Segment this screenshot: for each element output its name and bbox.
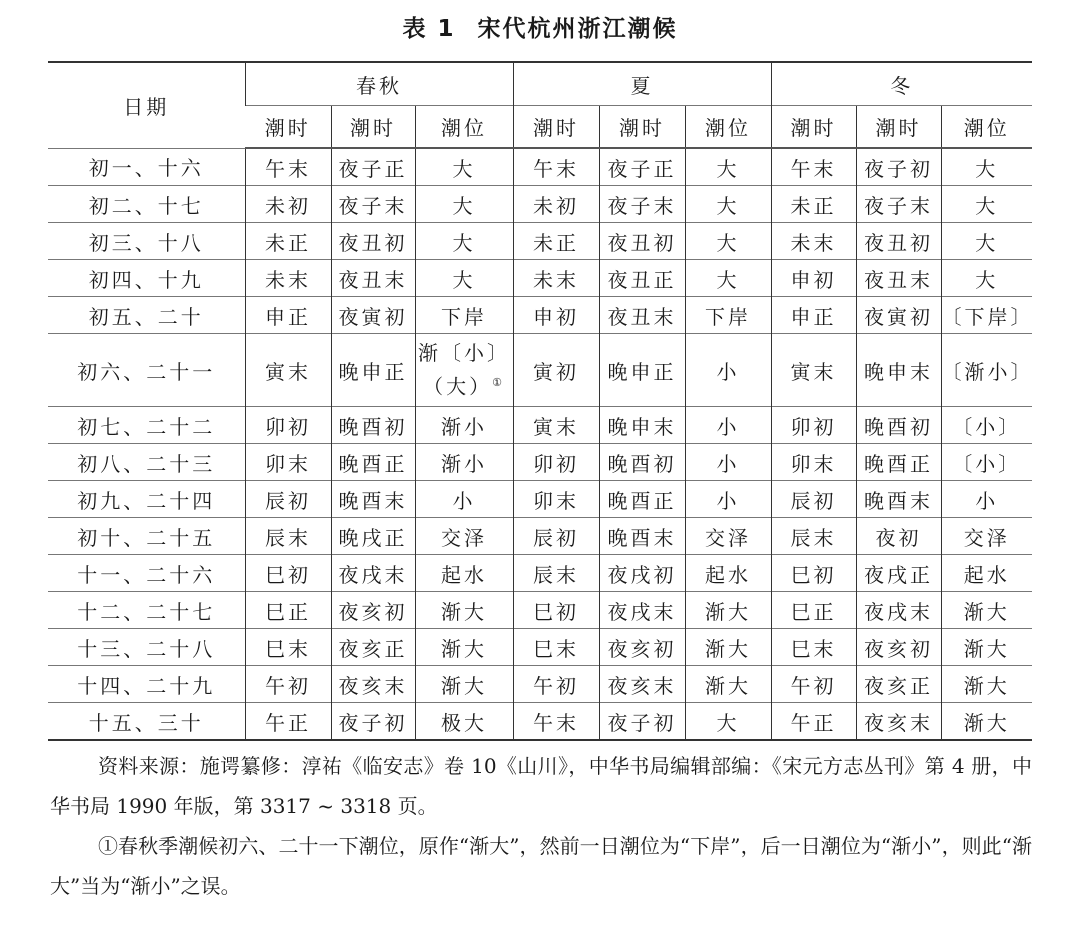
table-cell: 大 xyxy=(941,223,1032,260)
table-cell: 寅末 xyxy=(513,407,599,444)
date-cell: 十四、二十九 xyxy=(48,666,245,703)
table-cell: 卯初 xyxy=(771,407,856,444)
table-cell: 大 xyxy=(685,703,771,741)
table-cell: 申初 xyxy=(513,297,599,334)
table-cell: 巳初 xyxy=(513,592,599,629)
tide-table xyxy=(48,61,1032,741)
table-cell: 午正 xyxy=(771,703,856,741)
cell-line-2 xyxy=(416,368,513,402)
date-cell: 初八、二十三 xyxy=(48,444,245,481)
footnote-mark: ① xyxy=(492,376,505,390)
table-cell: 极大 xyxy=(415,703,513,741)
table-row xyxy=(48,148,1032,186)
season-header-spring-autumn: 春秋 xyxy=(245,62,513,106)
table-cell: 午末 xyxy=(513,148,599,186)
table-cell: 下岸 xyxy=(415,297,513,334)
table-cell: 渐大 xyxy=(415,629,513,666)
date-cell: 初五、二十 xyxy=(48,297,245,334)
season-header-summer: 夏 xyxy=(513,62,771,106)
table-row xyxy=(48,629,1032,666)
date-cell: 初九、二十四 xyxy=(48,481,245,518)
table-cell: 夜丑末 xyxy=(331,260,415,297)
table-cell: 夜戌末 xyxy=(599,592,685,629)
date-cell: 初四、十九 xyxy=(48,260,245,297)
table-cell: 晚酉正 xyxy=(331,444,415,481)
table-cell: 渐大 xyxy=(685,666,771,703)
table-cell: 〔小〕 xyxy=(941,407,1032,444)
table-cell: 起水 xyxy=(415,555,513,592)
table-cell: 巳正 xyxy=(771,592,856,629)
table-cell: 小 xyxy=(685,481,771,518)
table-cell: 晚申正 xyxy=(599,334,685,407)
column-header: 潮位 xyxy=(941,106,1032,149)
table-cell: 卯初 xyxy=(513,444,599,481)
table-row xyxy=(48,223,1032,260)
table-cell: 大 xyxy=(415,223,513,260)
table-cell: 晚申末 xyxy=(599,407,685,444)
date-cell: 初六、二十一 xyxy=(48,334,245,407)
table-cell: 夜寅初 xyxy=(331,297,415,334)
table-cell: 巳末 xyxy=(771,629,856,666)
table-cell: 午正 xyxy=(245,703,331,741)
table-cell: 夜亥初 xyxy=(599,629,685,666)
table-cell: 夜丑初 xyxy=(331,223,415,260)
table-cell: 夜亥初 xyxy=(331,592,415,629)
table-row xyxy=(48,666,1032,703)
table-row xyxy=(48,555,1032,592)
table-cell: 大 xyxy=(415,148,513,186)
table-cell: 巳正 xyxy=(245,592,331,629)
table-row xyxy=(48,297,1032,334)
column-header: 潮时 xyxy=(599,106,685,149)
column-header: 潮时 xyxy=(513,106,599,149)
table-cell: 下岸 xyxy=(685,297,771,334)
table-cell: 卯初 xyxy=(245,407,331,444)
table-row xyxy=(48,592,1032,629)
table-cell: 未末 xyxy=(245,260,331,297)
table-cell: 寅初 xyxy=(513,334,599,407)
table-cell: 交泽 xyxy=(685,518,771,555)
source-note: 资料来源：施谔纂修：淳祐《临安志》卷 10《山川》，中华书局编辑部编：《宋元方志丛刊》第 4 册，中华书局 1990 年版，第 3317 ~ 3318 页。 xyxy=(50,754,1032,818)
table-cell: 晚酉正 xyxy=(599,481,685,518)
cell-line-1: 渐〔小〕 xyxy=(418,341,511,366)
table-cell: 夜初 xyxy=(856,518,941,555)
table-cell: 渐大 xyxy=(685,629,771,666)
table-cell: 晚酉末 xyxy=(856,481,941,518)
table-row xyxy=(48,518,1032,555)
table-cell: 晚戌正 xyxy=(331,518,415,555)
table-cell: 午初 xyxy=(245,666,331,703)
table-cell: 渐大 xyxy=(415,666,513,703)
table-cell: 夜亥末 xyxy=(599,666,685,703)
header-row-seasons xyxy=(48,62,1032,106)
table-cell: 未末 xyxy=(513,260,599,297)
table-cell: 小 xyxy=(685,444,771,481)
date-cell: 十三、二十八 xyxy=(48,629,245,666)
table-cell: 未正 xyxy=(245,223,331,260)
table-cell: 夜亥末 xyxy=(856,703,941,741)
date-cell: 初三、十八 xyxy=(48,223,245,260)
table-cell: 大 xyxy=(685,260,771,297)
table-cell: 辰末 xyxy=(513,555,599,592)
table-cell: 夜亥正 xyxy=(856,666,941,703)
season-header-winter: 冬 xyxy=(771,62,1032,106)
table-cell: 夜子初 xyxy=(331,703,415,741)
table-cell: 夜子初 xyxy=(599,703,685,741)
table-cell: 渐大 xyxy=(941,629,1032,666)
table-cell: 未末 xyxy=(771,223,856,260)
table-cell: 卯末 xyxy=(513,481,599,518)
date-cell: 十五、三十 xyxy=(48,703,245,741)
table-cell: 夜子末 xyxy=(331,186,415,223)
table-cell: 卯末 xyxy=(245,444,331,481)
table-cell: 大 xyxy=(685,186,771,223)
table-cell: 寅末 xyxy=(771,334,856,407)
table-cell: 〔渐小〕 xyxy=(941,334,1032,407)
table-cell: 申正 xyxy=(245,297,331,334)
table-cell: 夜亥初 xyxy=(856,629,941,666)
table-cell: 起水 xyxy=(941,555,1032,592)
table-body xyxy=(48,148,1032,740)
table-cell: 〔小〕 xyxy=(941,444,1032,481)
table-cell: 渐大 xyxy=(941,666,1032,703)
table-cell: 起水 xyxy=(685,555,771,592)
table-cell: 交泽 xyxy=(415,518,513,555)
table-cell: 夜丑初 xyxy=(599,223,685,260)
table-cell: 大 xyxy=(685,148,771,186)
column-header: 潮位 xyxy=(685,106,771,149)
date-cell: 初七、二十二 xyxy=(48,407,245,444)
date-cell: 十二、二十七 xyxy=(48,592,245,629)
table-cell: 渐大 xyxy=(941,592,1032,629)
table-cell: 渐小 xyxy=(415,444,513,481)
table-cell: 渐大 xyxy=(415,592,513,629)
table-cell: 未初 xyxy=(245,186,331,223)
table-cell: 晚酉初 xyxy=(856,407,941,444)
column-header: 潮时 xyxy=(771,106,856,149)
table-cell: 辰末 xyxy=(771,518,856,555)
table-cell: 夜子初 xyxy=(856,148,941,186)
date-cell: 初一、十六 xyxy=(48,148,245,186)
column-header: 潮时 xyxy=(245,106,331,149)
table-cell: 晚申末 xyxy=(856,334,941,407)
table-cell: 夜戌末 xyxy=(331,555,415,592)
date-cell: 十一、二十六 xyxy=(48,555,245,592)
table-row xyxy=(48,260,1032,297)
table-cell: 巳末 xyxy=(513,629,599,666)
table-cell: 午初 xyxy=(513,666,599,703)
column-header: 潮位 xyxy=(415,106,513,149)
table-cell: 大 xyxy=(941,260,1032,297)
table-cell: 夜子末 xyxy=(856,186,941,223)
table-cell: 午末 xyxy=(513,703,599,741)
table-cell: 大 xyxy=(415,260,513,297)
table-cell: 申正 xyxy=(771,297,856,334)
table-cell: 夜戌初 xyxy=(599,555,685,592)
table-cell: 巳初 xyxy=(245,555,331,592)
table-cell: 夜亥末 xyxy=(331,666,415,703)
date-column-header: 日期 xyxy=(123,94,170,119)
date-cell: 初十、二十五 xyxy=(48,518,245,555)
table-cell: 夜子正 xyxy=(331,148,415,186)
table-cell: 晚酉初 xyxy=(331,407,415,444)
table-cell: 午末 xyxy=(771,148,856,186)
table-cell xyxy=(415,334,513,407)
table-cell: 夜子末 xyxy=(599,186,685,223)
table-cell: 卯末 xyxy=(771,444,856,481)
table-cell: 辰初 xyxy=(245,481,331,518)
table-cell: 〔下岸〕 xyxy=(941,297,1032,334)
table-number: 表 1 xyxy=(402,16,456,42)
table-row xyxy=(48,334,1032,407)
column-header: 潮时 xyxy=(331,106,415,149)
table-cell: 大 xyxy=(685,223,771,260)
table-cell: 渐小 xyxy=(415,407,513,444)
table-title xyxy=(0,10,1080,43)
table-cell: 小 xyxy=(685,334,771,407)
table-cell: 辰初 xyxy=(771,481,856,518)
table-cell: 交泽 xyxy=(941,518,1032,555)
table-cell: 夜子正 xyxy=(599,148,685,186)
table-caption: 宋代杭州浙江潮候 xyxy=(477,16,678,42)
table-cell: 夜戌末 xyxy=(856,592,941,629)
table-cell: 辰初 xyxy=(513,518,599,555)
table-cell: 午末 xyxy=(245,148,331,186)
table-row xyxy=(48,444,1032,481)
table-cell: 午初 xyxy=(771,666,856,703)
table-row xyxy=(48,481,1032,518)
table-cell: 巳初 xyxy=(771,555,856,592)
table-cell: 渐大 xyxy=(685,592,771,629)
column-header: 潮时 xyxy=(856,106,941,149)
cell-line-2-text: （大） xyxy=(423,374,493,399)
table-cell: 晚酉末 xyxy=(331,481,415,518)
table-cell: 夜丑正 xyxy=(599,260,685,297)
table-cell: 夜寅初 xyxy=(856,297,941,334)
table-cell: 辰末 xyxy=(245,518,331,555)
table-cell: 大 xyxy=(415,186,513,223)
table-cell: 申初 xyxy=(771,260,856,297)
table-notes xyxy=(50,746,1032,906)
table-cell: 小 xyxy=(685,407,771,444)
table-cell: 夜丑初 xyxy=(856,223,941,260)
table-cell: 小 xyxy=(941,481,1032,518)
table-row xyxy=(48,407,1032,444)
table-cell: 夜亥正 xyxy=(331,629,415,666)
table-row xyxy=(48,703,1032,741)
table-cell: 夜丑末 xyxy=(599,297,685,334)
table-cell: 小 xyxy=(415,481,513,518)
table-cell: 大 xyxy=(941,186,1032,223)
table-cell: 巳末 xyxy=(245,629,331,666)
table-cell: 晚酉末 xyxy=(599,518,685,555)
footnote-1: ①春秋季潮候初六、二十一下潮位，原作“渐大”，然前一日潮位为“下岸”，后一日潮位为“渐小”，则此“渐大”当为“渐小”之误。 xyxy=(50,834,1032,898)
table-cell: 晚酉正 xyxy=(856,444,941,481)
table-cell: 渐大 xyxy=(941,703,1032,741)
table-cell: 寅末 xyxy=(245,334,331,407)
date-cell: 初二、十七 xyxy=(48,186,245,223)
table-cell: 未初 xyxy=(513,186,599,223)
table-cell: 夜戌正 xyxy=(856,555,941,592)
table-cell: 未正 xyxy=(513,223,599,260)
table-cell: 大 xyxy=(941,148,1032,186)
table-cell: 晚酉初 xyxy=(599,444,685,481)
table-row xyxy=(48,186,1032,223)
table-cell: 未正 xyxy=(771,186,856,223)
table-cell: 夜丑末 xyxy=(856,260,941,297)
table-cell: 晚申正 xyxy=(331,334,415,407)
